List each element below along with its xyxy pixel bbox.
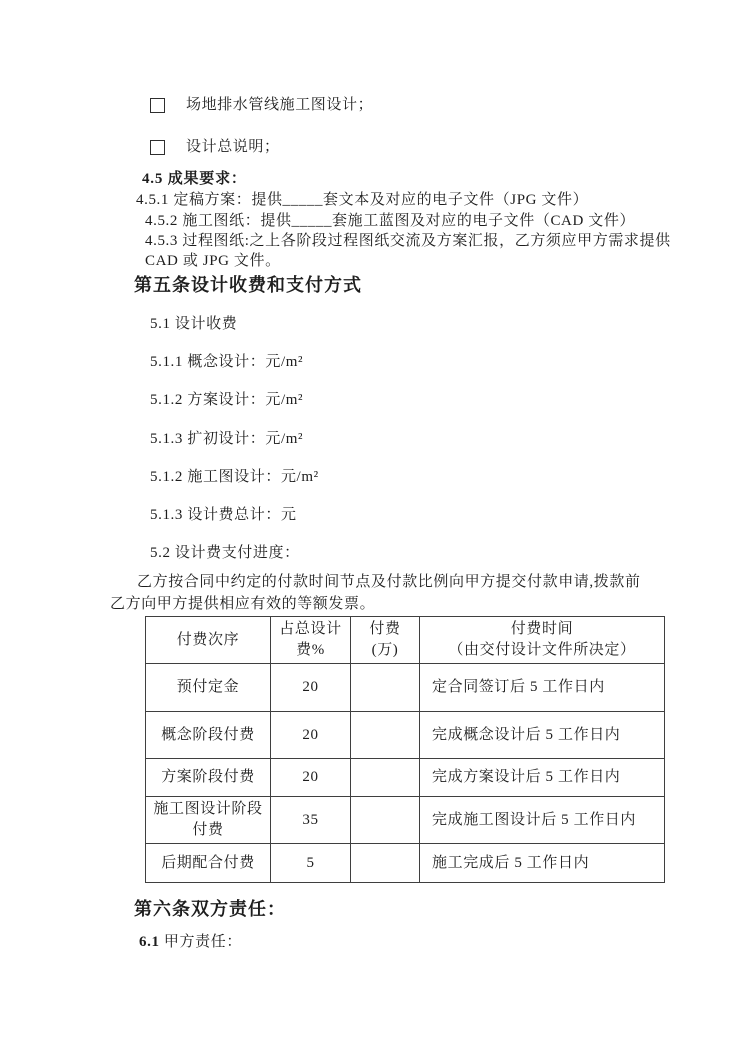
checklist-item-general-notes [150,137,280,157]
fee-item-construction-drawing: 5.1.2 施工图设计：元/m² [150,469,319,485]
cell-percent: 20 [271,664,351,712]
fee-item-scheme: 5.1.2 方案设计：元/m² [150,392,304,408]
checkbox-icon [150,98,165,113]
header-payment-time [420,617,665,664]
cell-amount [351,797,420,844]
cell-order: 概念阶段付费 [146,712,271,759]
header-payment-time-line1: 付费时间 [510,621,574,637]
cell-order: 施工图设计阶段付费 [146,797,271,844]
table-row [146,844,665,883]
fee-item-total: 5.1.3 设计费总计：元 [150,507,297,523]
clause-6-1 [139,932,242,952]
article-6-heading: 第六条双方责任： [134,899,286,919]
clause-6-1-number: 6.1 [139,934,160,950]
payment-schedule-table [145,616,665,883]
table-row [146,759,665,797]
cell-time: 完成施工图设计后 5 工作日内 [420,797,665,844]
table-row [146,712,665,759]
header-payment-order: 付费次序 [146,617,271,664]
cell-percent: 35 [271,797,351,844]
cell-time: 完成方案设计后 5 工作日内 [420,759,665,797]
cell-percent: 20 [271,759,351,797]
payment-note-line2: 乙方向甲方提供相应有效的等额发票。 [110,596,376,612]
cell-order: 方案阶段付费 [146,759,271,797]
cell-amount [351,664,420,712]
cell-amount [351,844,420,883]
cell-time: 完成概念设计后 5 工作日内 [420,712,665,759]
clause-6-1-text: 甲方责任： [163,934,242,950]
cell-order: 后期配合付费 [146,844,271,883]
checklist-item-drainage [150,95,373,115]
checkbox-icon [150,140,165,155]
checklist-label: 设计总说明； [186,139,280,155]
payment-note-line1: 乙方按合同中约定的付款时间节点及付款比例向甲方提交付款申请,拨款前 [137,574,641,590]
clause-4-5-3-line2: CAD 或 JPG 文件。 [145,253,281,269]
clause-4-5-1: 4.5.1 定稿方案：提供_____套文本及对应的电子文件（JPG 文件） [136,192,589,208]
clause-4-5-2: 4.5.2 施工图纸：提供_____套施工蓝图及对应的电子文件（CAD 文件） [145,213,636,229]
clause-5-2: 5.2 设计费支付进度： [150,545,300,561]
clause-5-1: 5.1 设计收费 [150,316,238,332]
cell-time: 定合同签订后 5 工作日内 [420,664,665,712]
cell-amount [351,712,420,759]
cell-percent: 20 [271,712,351,759]
header-amount: 付费(万) [351,617,420,664]
table-row [146,664,665,712]
cell-amount [351,759,420,797]
header-percent-of-total: 占总设计费% [271,617,351,664]
article-5-heading: 第五条设计收费和支付方式 [134,275,362,295]
checklist-label: 场地排水管线施工图设计； [186,97,374,113]
cell-percent: 5 [271,844,351,883]
cell-order: 预付定金 [146,664,271,712]
section-4-5-heading: 4.5 成果要求： [142,171,247,187]
table-row [146,797,665,844]
fee-item-preliminary: 5.1.3 扩初设计：元/m² [150,431,304,447]
clause-4-5-3-line1: 4.5.3 过程图纸:之上各阶段过程图纸交流及方案汇报，乙方须应甲方需求提供 [145,233,671,249]
table-header-row [146,617,665,664]
cell-time: 施工完成后 5 工作日内 [420,844,665,883]
header-payment-time-line2: （由交付设计文件所决定） [448,642,636,658]
fee-item-concept: 5.1.1 概念设计：元/m² [150,354,304,370]
